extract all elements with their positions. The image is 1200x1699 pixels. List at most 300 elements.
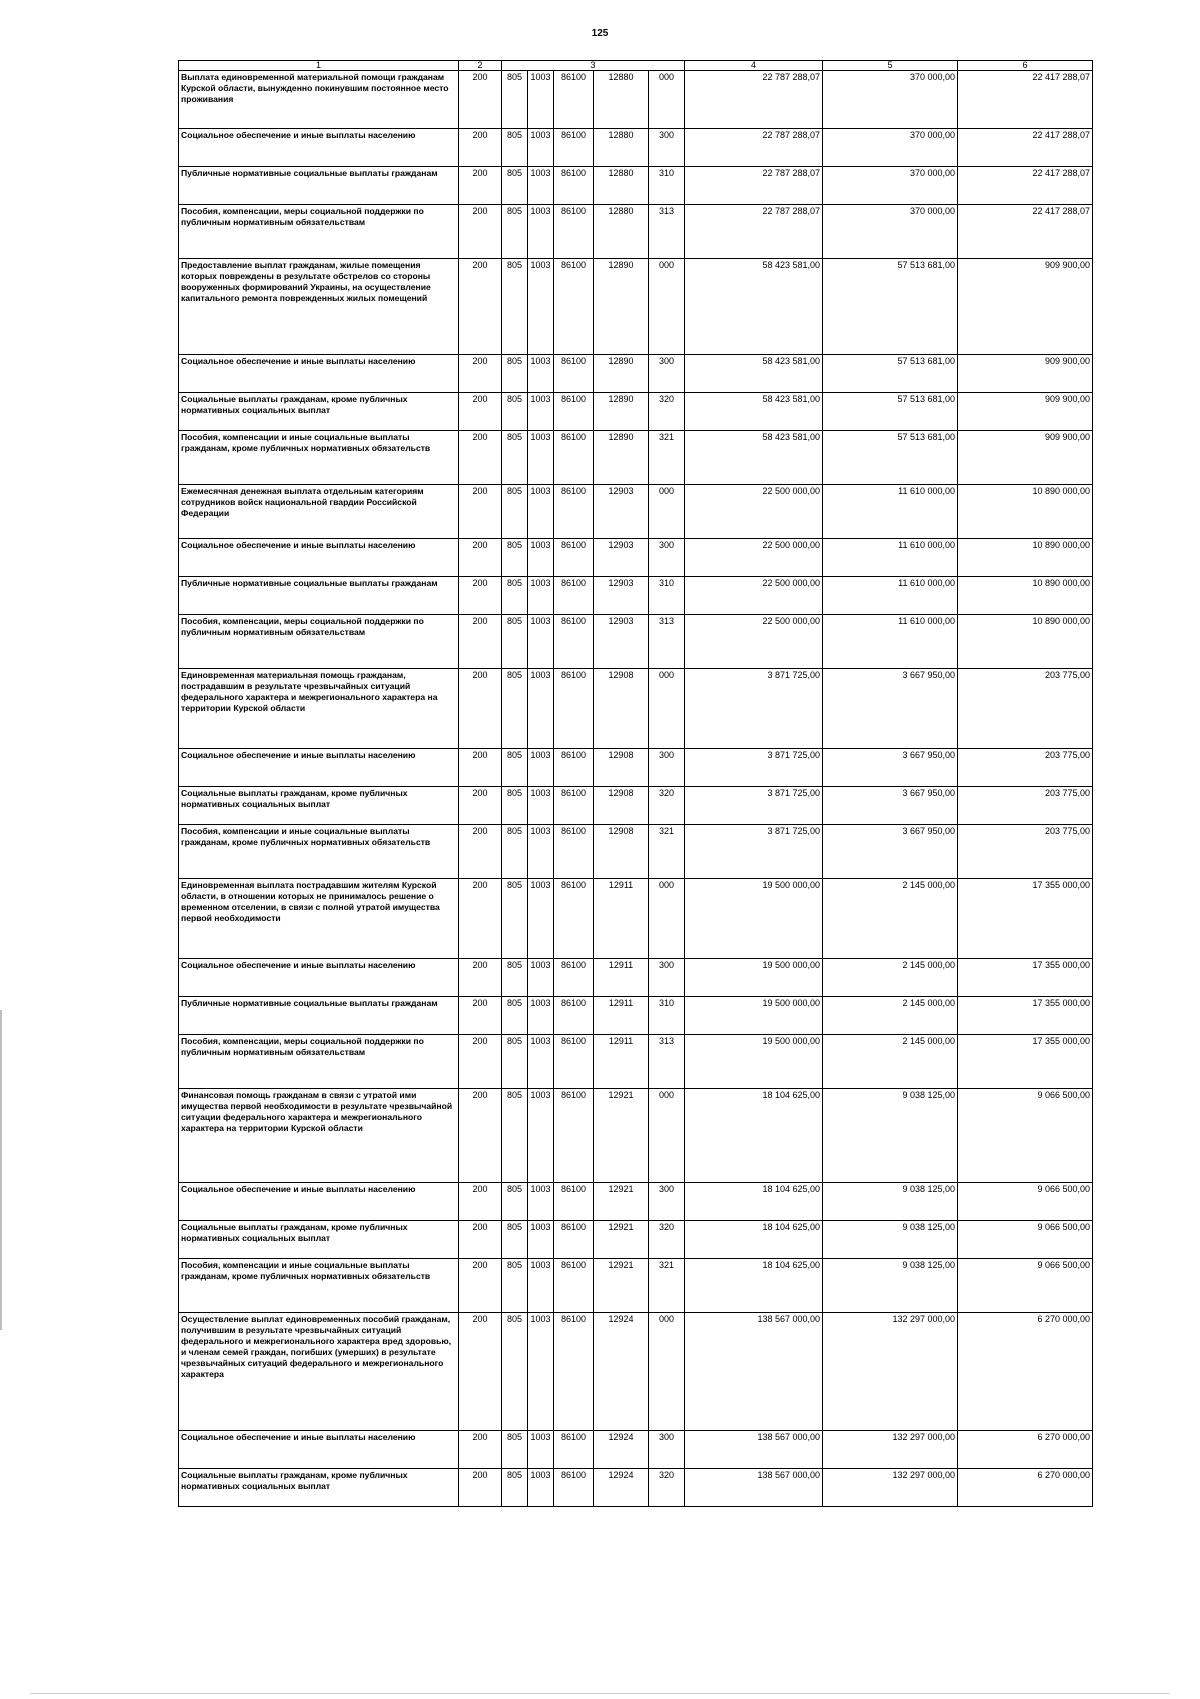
table-row [179,787,1093,825]
row-section: 805 [502,997,528,1035]
row-target-article-2: 12921 [594,1089,649,1183]
row-target-article-2: 12903 [594,539,649,577]
row-expense-type: 000 [649,1089,685,1183]
row-grbs: 200 [459,71,502,129]
row-description: Финансовая помощь гражданам в связи с утратой ими имущества первой необходимости в результате чрезвычайной ситуации федерального характера и межрегионального характера на территории Курской области [179,1089,459,1183]
row-target-article-2: 12903 [594,615,649,669]
row-amount-col5: 11 610 000,00 [823,615,958,669]
row-grbs: 200 [459,485,502,539]
row-grbs: 200 [459,959,502,997]
row-section: 805 [502,749,528,787]
row-section: 805 [502,787,528,825]
table-row [179,615,1093,669]
row-grbs: 200 [459,1259,502,1313]
row-expense-type: 310 [649,577,685,615]
row-subsection: 1003 [528,997,554,1035]
row-target-article-2: 12908 [594,825,649,879]
row-amount-col4: 58 423 581,00 [685,393,823,431]
row-target-article-2: 12921 [594,1259,649,1313]
table-row [179,825,1093,879]
row-subsection: 1003 [528,959,554,997]
table-row [179,1259,1093,1313]
table-row [179,749,1093,787]
row-section: 805 [502,1221,528,1259]
row-amount-col4: 18 104 625,00 [685,1183,823,1221]
row-subsection: 1003 [528,1183,554,1221]
row-amount-col6: 203 775,00 [958,749,1093,787]
row-target-article-2: 12908 [594,787,649,825]
row-target-article-2: 12908 [594,749,649,787]
header-col-3: 3 [502,61,685,71]
table-row [179,669,1093,749]
row-expense-type: 300 [649,539,685,577]
row-target-article-1: 86100 [554,577,594,615]
row-amount-col4: 3 871 725,00 [685,825,823,879]
row-grbs: 200 [459,1035,502,1089]
row-section: 805 [502,615,528,669]
row-subsection: 1003 [528,485,554,539]
row-amount-col5: 3 667 950,00 [823,669,958,749]
row-target-article-1: 86100 [554,615,594,669]
row-target-article-1: 86100 [554,1183,594,1221]
row-description: Пособия, компенсации и иные социальные выплаты гражданам, кроме публичных нормативных обязательств [179,431,459,485]
row-amount-col5: 370 000,00 [823,205,958,259]
row-expense-type: 000 [649,879,685,959]
header-row [179,61,1093,71]
row-amount-col5: 3 667 950,00 [823,787,958,825]
row-grbs: 200 [459,879,502,959]
row-amount-col4: 22 500 000,00 [685,539,823,577]
row-amount-col6: 9 066 500,00 [958,1221,1093,1259]
row-subsection: 1003 [528,1431,554,1469]
row-amount-col6: 10 890 000,00 [958,485,1093,539]
row-grbs: 200 [459,1089,502,1183]
row-grbs: 200 [459,205,502,259]
row-description: Социальные выплаты гражданам, кроме публичных нормативных социальных выплат [179,393,459,431]
row-section: 805 [502,355,528,393]
row-subsection: 1003 [528,1089,554,1183]
row-target-article-1: 86100 [554,1089,594,1183]
row-target-article-2: 12890 [594,259,649,355]
row-subsection: 1003 [528,259,554,355]
row-amount-col4: 22 787 288,07 [685,129,823,167]
row-amount-col5: 11 610 000,00 [823,485,958,539]
row-section: 805 [502,1259,528,1313]
row-amount-col5: 370 000,00 [823,129,958,167]
header-col-6: 6 [958,61,1093,71]
table-row [179,259,1093,355]
row-target-article-1: 86100 [554,1035,594,1089]
row-amount-col4: 18 104 625,00 [685,1089,823,1183]
row-grbs: 200 [459,615,502,669]
row-expense-type: 000 [649,485,685,539]
row-section: 805 [502,167,528,205]
table-row [179,1183,1093,1221]
row-grbs: 200 [459,539,502,577]
row-grbs: 200 [459,431,502,485]
row-section: 805 [502,1431,528,1469]
row-amount-col5: 57 513 681,00 [823,393,958,431]
row-grbs: 200 [459,355,502,393]
row-description: Социальные выплаты гражданам, кроме публичных нормативных социальных выплат [179,1221,459,1259]
row-subsection: 1003 [528,577,554,615]
row-target-article-2: 12890 [594,431,649,485]
row-grbs: 200 [459,997,502,1035]
row-amount-col5: 57 513 681,00 [823,355,958,393]
row-amount-col4: 22 500 000,00 [685,615,823,669]
row-target-article-1: 86100 [554,787,594,825]
row-grbs: 200 [459,259,502,355]
row-amount-col5: 11 610 000,00 [823,577,958,615]
row-amount-col6: 909 900,00 [958,431,1093,485]
row-subsection: 1003 [528,431,554,485]
table-row [179,959,1093,997]
row-section: 805 [502,259,528,355]
row-subsection: 1003 [528,1259,554,1313]
row-target-article-2: 12908 [594,669,649,749]
row-amount-col6: 22 417 288,07 [958,167,1093,205]
row-target-article-1: 86100 [554,1313,594,1431]
row-amount-col6: 9 066 500,00 [958,1089,1093,1183]
row-amount-col4: 138 567 000,00 [685,1469,823,1507]
row-amount-col4: 22 500 000,00 [685,577,823,615]
row-description: Пособия, компенсации и иные социальные выплаты гражданам, кроме публичных нормативных обязательств [179,825,459,879]
row-description: Пособия, компенсации, меры социальной поддержки по публичным нормативным обязательствам [179,615,459,669]
row-amount-col5: 2 145 000,00 [823,997,958,1035]
row-description: Публичные нормативные социальные выплаты гражданам [179,167,459,205]
row-description: Пособия, компенсации, меры социальной поддержки по публичным нормативным обязательствам [179,1035,459,1089]
row-target-article-1: 86100 [554,669,594,749]
row-amount-col4: 19 500 000,00 [685,1035,823,1089]
row-subsection: 1003 [528,393,554,431]
row-amount-col6: 9 066 500,00 [958,1183,1093,1221]
row-amount-col5: 132 297 000,00 [823,1431,958,1469]
row-description: Социальное обеспечение и иные выплаты населению [179,539,459,577]
row-expense-type: 321 [649,825,685,879]
row-amount-col5: 2 145 000,00 [823,1035,958,1089]
row-amount-col6: 22 417 288,07 [958,205,1093,259]
table-row [179,71,1093,129]
row-amount-col4: 58 423 581,00 [685,431,823,485]
row-target-article-1: 86100 [554,539,594,577]
row-subsection: 1003 [528,71,554,129]
row-target-article-2: 12924 [594,1469,649,1507]
row-amount-col5: 132 297 000,00 [823,1469,958,1507]
row-target-article-2: 12880 [594,167,649,205]
row-amount-col5: 9 038 125,00 [823,1183,958,1221]
row-description: Пособия, компенсации и иные социальные выплаты гражданам, кроме публичных нормативных обязательств [179,1259,459,1313]
row-section: 805 [502,825,528,879]
row-description: Социальное обеспечение и иные выплаты населению [179,749,459,787]
row-target-article-2: 12911 [594,879,649,959]
row-amount-col6: 9 066 500,00 [958,1259,1093,1313]
row-amount-col5: 370 000,00 [823,71,958,129]
row-amount-col5: 57 513 681,00 [823,431,958,485]
row-grbs: 200 [459,669,502,749]
row-target-article-2: 12921 [594,1183,649,1221]
row-expense-type: 000 [649,1313,685,1431]
row-amount-col6: 10 890 000,00 [958,577,1093,615]
row-grbs: 200 [459,1221,502,1259]
row-description: Единовременная материальная помощь гражданам, пострадавшим в результате чрезвычайных ситуаций федерального характера и межрегионального характера на территории Курской области [179,669,459,749]
row-amount-col4: 18 104 625,00 [685,1259,823,1313]
row-expense-type: 320 [649,393,685,431]
row-amount-col6: 17 355 000,00 [958,879,1093,959]
row-expense-type: 313 [649,1035,685,1089]
row-amount-col4: 22 500 000,00 [685,485,823,539]
row-description: Социальное обеспечение и иные выплаты населению [179,1183,459,1221]
row-section: 805 [502,1035,528,1089]
row-expense-type: 310 [649,997,685,1035]
row-grbs: 200 [459,787,502,825]
row-amount-col6: 203 775,00 [958,669,1093,749]
row-grbs: 200 [459,167,502,205]
row-description: Единовременная выплата пострадавшим жителям Курской области, в отношении которых не принималось решение о временном отселении, в связи с полной утратой имущества первой необходимости [179,879,459,959]
row-amount-col5: 9 038 125,00 [823,1089,958,1183]
row-amount-col4: 3 871 725,00 [685,749,823,787]
row-amount-col6: 909 900,00 [958,259,1093,355]
row-amount-col6: 17 355 000,00 [958,959,1093,997]
row-description: Предоставление выплат гражданам, жилые помещения которых повреждены в результате обстрелов со стороны вооруженных формирований Украины, на осуществление капитального ремонта поврежденных жилых помещений [179,259,459,355]
row-amount-col6: 10 890 000,00 [958,539,1093,577]
row-description: Публичные нормативные социальные выплаты гражданам [179,997,459,1035]
header-col-4: 4 [685,61,823,71]
row-amount-col6: 22 417 288,07 [958,71,1093,129]
row-section: 805 [502,1089,528,1183]
row-amount-col4: 18 104 625,00 [685,1221,823,1259]
row-expense-type: 320 [649,787,685,825]
row-description: Социальное обеспечение и иные выплаты населению [179,355,459,393]
row-target-article-2: 12911 [594,997,649,1035]
row-target-article-2: 12903 [594,485,649,539]
row-amount-col5: 9 038 125,00 [823,1259,958,1313]
row-subsection: 1003 [528,539,554,577]
row-description: Пособия, компенсации, меры социальной поддержки по публичным нормативным обязательствам [179,205,459,259]
row-subsection: 1003 [528,1469,554,1507]
budget-table [178,60,1093,1507]
row-expense-type: 313 [649,205,685,259]
row-amount-col6: 17 355 000,00 [958,1035,1093,1089]
table-row [179,1431,1093,1469]
row-description: Выплата единовременной материальной помощи гражданам Курской области, вынужденно покинувшим постоянное место проживания [179,71,459,129]
header-col-2: 2 [459,61,502,71]
table-row [179,879,1093,959]
table-row [179,1035,1093,1089]
row-target-article-2: 12890 [594,355,649,393]
row-amount-col5: 2 145 000,00 [823,879,958,959]
row-amount-col4: 138 567 000,00 [685,1313,823,1431]
row-target-article-1: 86100 [554,959,594,997]
row-amount-col4: 22 787 288,07 [685,167,823,205]
row-amount-col6: 909 900,00 [958,393,1093,431]
row-amount-col5: 9 038 125,00 [823,1221,958,1259]
row-amount-col6: 909 900,00 [958,355,1093,393]
row-expense-type: 310 [649,167,685,205]
row-amount-col4: 3 871 725,00 [685,787,823,825]
row-target-article-2: 12911 [594,959,649,997]
row-subsection: 1003 [528,355,554,393]
row-amount-col5: 3 667 950,00 [823,825,958,879]
row-expense-type: 300 [649,129,685,167]
row-target-article-1: 86100 [554,129,594,167]
row-target-article-2: 12880 [594,71,649,129]
row-section: 805 [502,205,528,259]
table-body [179,61,1093,1507]
row-target-article-1: 86100 [554,1259,594,1313]
row-section: 805 [502,129,528,167]
table-row [179,1089,1093,1183]
row-subsection: 1003 [528,167,554,205]
row-section: 805 [502,577,528,615]
row-section: 805 [502,669,528,749]
row-description: Социальное обеспечение и иные выплаты населению [179,959,459,997]
table-row [179,1469,1093,1507]
row-amount-col4: 58 423 581,00 [685,259,823,355]
row-grbs: 200 [459,577,502,615]
row-expense-type: 300 [649,1431,685,1469]
row-section: 805 [502,1183,528,1221]
row-subsection: 1003 [528,1221,554,1259]
row-amount-col4: 3 871 725,00 [685,669,823,749]
table-row [179,167,1093,205]
row-amount-col6: 17 355 000,00 [958,997,1093,1035]
row-subsection: 1003 [528,1035,554,1089]
row-description: Социальное обеспечение и иные выплаты населению [179,1431,459,1469]
row-section: 805 [502,879,528,959]
row-amount-col5: 57 513 681,00 [823,259,958,355]
row-amount-col6: 203 775,00 [958,787,1093,825]
row-target-article-1: 86100 [554,997,594,1035]
row-subsection: 1003 [528,615,554,669]
header-col-1: 1 [179,61,459,71]
row-grbs: 200 [459,129,502,167]
row-target-article-1: 86100 [554,825,594,879]
table-row [179,393,1093,431]
row-description: Осуществление выплат единовременных пособий гражданам, получившим в результате чрезвычайных ситуаций федерального и межрегионального характера вред здоровью, и членам семей граждан, погибших (умерших) в результате чрезвычайных ситуаций федерального и межрегионального характера [179,1313,459,1431]
page-number: 125 [591,28,609,39]
row-target-article-2: 12924 [594,1431,649,1469]
row-amount-col6: 6 270 000,00 [958,1469,1093,1507]
row-subsection: 1003 [528,749,554,787]
scan-edge-mark [0,1010,2,1330]
row-amount-col4: 22 787 288,07 [685,71,823,129]
row-target-article-2: 12921 [594,1221,649,1259]
table-row [179,485,1093,539]
row-section: 805 [502,71,528,129]
row-amount-col5: 132 297 000,00 [823,1313,958,1431]
row-amount-col6: 22 417 288,07 [958,129,1093,167]
row-target-article-2: 12890 [594,393,649,431]
row-subsection: 1003 [528,879,554,959]
table-row [179,1313,1093,1431]
row-grbs: 200 [459,825,502,879]
row-target-article-1: 86100 [554,71,594,129]
row-expense-type: 313 [649,615,685,669]
row-section: 805 [502,1469,528,1507]
row-target-article-2: 12924 [594,1313,649,1431]
row-target-article-1: 86100 [554,1431,594,1469]
row-target-article-1: 86100 [554,205,594,259]
row-target-article-2: 12911 [594,1035,649,1089]
table-row [179,539,1093,577]
row-target-article-2: 12903 [594,577,649,615]
row-subsection: 1003 [528,205,554,259]
table-row [179,577,1093,615]
row-grbs: 200 [459,393,502,431]
row-expense-type: 300 [649,749,685,787]
row-description: Публичные нормативные социальные выплаты гражданам [179,577,459,615]
table-row [179,431,1093,485]
row-subsection: 1003 [528,825,554,879]
row-amount-col5: 11 610 000,00 [823,539,958,577]
row-amount-col5: 2 145 000,00 [823,959,958,997]
row-expense-type: 300 [649,959,685,997]
row-amount-col4: 22 787 288,07 [685,205,823,259]
row-amount-col4: 19 500 000,00 [685,959,823,997]
row-amount-col6: 6 270 000,00 [958,1313,1093,1431]
row-description: Ежемесячная денежная выплата отдельным категориям сотрудников войск национальной гвардии Российской Федерации [179,485,459,539]
row-subsection: 1003 [528,1313,554,1431]
row-target-article-1: 86100 [554,393,594,431]
row-expense-type: 300 [649,355,685,393]
row-target-article-1: 86100 [554,1469,594,1507]
row-description: Социальные выплаты гражданам, кроме публичных нормативных социальных выплат [179,1469,459,1507]
row-expense-type: 300 [649,1183,685,1221]
table-row [179,205,1093,259]
row-description: Социальное обеспечение и иные выплаты населению [179,129,459,167]
row-grbs: 200 [459,1313,502,1431]
row-subsection: 1003 [528,669,554,749]
row-amount-col4: 138 567 000,00 [685,1431,823,1469]
table-row [179,1221,1093,1259]
row-target-article-2: 12880 [594,205,649,259]
row-expense-type: 320 [649,1469,685,1507]
row-description: Социальные выплаты гражданам, кроме публичных нормативных социальных выплат [179,787,459,825]
row-amount-col6: 10 890 000,00 [958,615,1093,669]
row-grbs: 200 [459,749,502,787]
row-amount-col4: 19 500 000,00 [685,997,823,1035]
row-subsection: 1003 [528,787,554,825]
row-target-article-2: 12880 [594,129,649,167]
row-target-article-1: 86100 [554,355,594,393]
row-target-article-1: 86100 [554,749,594,787]
row-grbs: 200 [459,1469,502,1507]
row-section: 805 [502,959,528,997]
row-target-article-1: 86100 [554,485,594,539]
row-section: 805 [502,1313,528,1431]
table-row [179,129,1093,167]
row-grbs: 200 [459,1183,502,1221]
table-row [179,997,1093,1035]
row-amount-col4: 19 500 000,00 [685,879,823,959]
row-target-article-1: 86100 [554,879,594,959]
row-section: 805 [502,539,528,577]
row-target-article-1: 86100 [554,1221,594,1259]
row-section: 805 [502,393,528,431]
scan-bottom-mark [30,1693,1170,1694]
row-target-article-1: 86100 [554,431,594,485]
row-target-article-1: 86100 [554,167,594,205]
row-expense-type: 000 [649,669,685,749]
row-expense-type: 000 [649,259,685,355]
row-amount-col4: 58 423 581,00 [685,355,823,393]
row-expense-type: 320 [649,1221,685,1259]
row-amount-col6: 6 270 000,00 [958,1431,1093,1469]
table-row [179,355,1093,393]
row-subsection: 1003 [528,129,554,167]
row-amount-col5: 3 667 950,00 [823,749,958,787]
row-section: 805 [502,485,528,539]
